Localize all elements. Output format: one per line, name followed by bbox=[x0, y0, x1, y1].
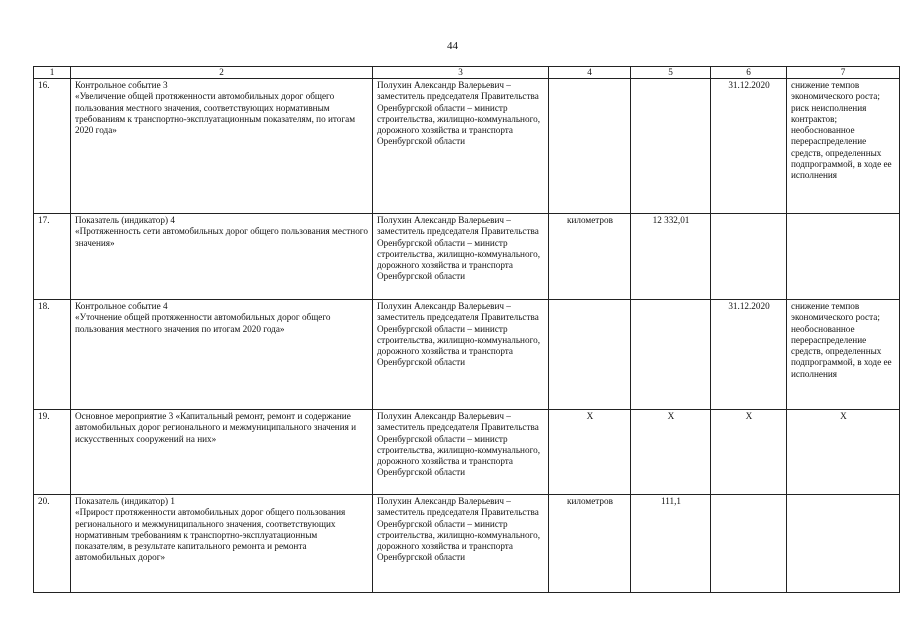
column-number-header-row bbox=[34, 67, 900, 79]
indicator-value bbox=[631, 79, 711, 214]
row-number: 17. bbox=[34, 214, 71, 300]
row-number: 19. bbox=[34, 410, 71, 495]
risks bbox=[787, 214, 900, 300]
event-description: Основное мероприятие 3 «Капитальный ремонт, ремонт и содержание автомобильных дорог регионального и межмуниципального значения и искусственных сооружений на них» bbox=[75, 411, 357, 444]
event-title: Показатель (индикатор) 4 bbox=[75, 215, 175, 225]
table-row bbox=[34, 214, 900, 300]
risks: Х bbox=[787, 410, 900, 495]
risks bbox=[787, 495, 900, 593]
row-number: 18. bbox=[34, 300, 71, 410]
event-cell bbox=[71, 214, 373, 300]
event-description: «Уточнение общей протяженности автомобильных дорог общего пользования местного значения по итогам 2020 года» bbox=[75, 312, 331, 334]
column-number-1: 1 bbox=[34, 67, 71, 79]
column-number-7: 7 bbox=[787, 67, 900, 79]
row-number: 20. bbox=[34, 495, 71, 593]
page-number: 44 bbox=[447, 40, 458, 52]
row-number: 16. bbox=[34, 79, 71, 214]
table-row bbox=[34, 495, 900, 593]
event-cell bbox=[71, 495, 373, 593]
responsible-person: Полухин Александр Валерьевич – заместитель председателя Правительства Оренбургской области – министр строительства, жилищно-коммунального, дорожного хозяйства и транспорта Оренбургской области bbox=[373, 300, 549, 410]
column-number-4: 4 bbox=[549, 67, 631, 79]
event-description: «Увеличение общей протяженности автомобильных дорог общего пользования местного значения, соответствующих нормативным требованиям к транспортно-эксплуатационным показателям, по итогам 2020 года» bbox=[75, 91, 356, 136]
event-title: Контрольное событие 3 bbox=[75, 80, 168, 90]
risks: снижение темпов экономического роста; необоснованное перераспределение средств, определенных подпрограммой, в ходе ее исполнения bbox=[787, 300, 900, 410]
deadline-date bbox=[711, 495, 787, 593]
event-description: «Протяженность сети автомобильных дорог общего пользования местного значения» bbox=[75, 226, 368, 248]
responsible-person: Полухин Александр Валерьевич – заместитель председателя Правительства Оренбургской области – министр строительства, жилищно-коммунального, дорожного хозяйства и транспорта Оренбургской области bbox=[373, 495, 549, 593]
unit-of-measure bbox=[549, 300, 631, 410]
indicator-value: 111,1 bbox=[631, 495, 711, 593]
event-cell bbox=[71, 410, 373, 495]
table-row bbox=[34, 300, 900, 410]
event-cell bbox=[71, 79, 373, 214]
column-number-5: 5 bbox=[631, 67, 711, 79]
unit-of-measure bbox=[549, 79, 631, 214]
event-title: Контрольное событие 4 bbox=[75, 301, 168, 311]
deadline-date bbox=[711, 214, 787, 300]
events-table bbox=[33, 66, 900, 593]
column-number-3: 3 bbox=[373, 67, 549, 79]
event-cell bbox=[71, 300, 373, 410]
responsible-person: Полухин Александр Валерьевич – заместитель председателя Правительства Оренбургской области – министр строительства, жилищно-коммунального, дорожного хозяйства и транспорта Оренбургской области bbox=[373, 79, 549, 214]
indicator-value: 12 332,01 bbox=[631, 214, 711, 300]
table-row bbox=[34, 79, 900, 214]
column-number-2: 2 bbox=[71, 67, 373, 79]
deadline-date: Х bbox=[711, 410, 787, 495]
unit-of-measure: километров bbox=[549, 495, 631, 593]
indicator-value: Х bbox=[631, 410, 711, 495]
column-number-6: 6 bbox=[711, 67, 787, 79]
unit-of-measure: километров bbox=[549, 214, 631, 300]
table-row bbox=[34, 410, 900, 495]
deadline-date: 31.12.2020 bbox=[711, 300, 787, 410]
indicator-value bbox=[631, 300, 711, 410]
deadline-date: 31.12.2020 bbox=[711, 79, 787, 214]
unit-of-measure: Х bbox=[549, 410, 631, 495]
event-description: «Прирост протяженности автомобильных дорог общего пользования регионального и межмуниципального значения, соответствующих нормативным требованиям к транспортно-эксплуатационным показателям, в результате капитального ремонта и ремонта автомобильных дорог» bbox=[75, 507, 346, 563]
risks: снижение темпов экономического роста; риск неисполнения контрактов; необоснованное перераспределение средств, определенных подпрограммой, в ходе ее исполнения bbox=[787, 79, 900, 214]
responsible-person: Полухин Александр Валерьевич – заместитель председателя Правительства Оренбургской области – министр строительства, жилищно-коммунального, дорожного хозяйства и транспорта Оренбургской области bbox=[373, 410, 549, 495]
event-title: Показатель (индикатор) 1 bbox=[75, 496, 175, 506]
responsible-person: Полухин Александр Валерьевич – заместитель председателя Правительства Оренбургской области – министр строительства, жилищно-коммунального, дорожного хозяйства и транспорта Оренбургской области bbox=[373, 214, 549, 300]
